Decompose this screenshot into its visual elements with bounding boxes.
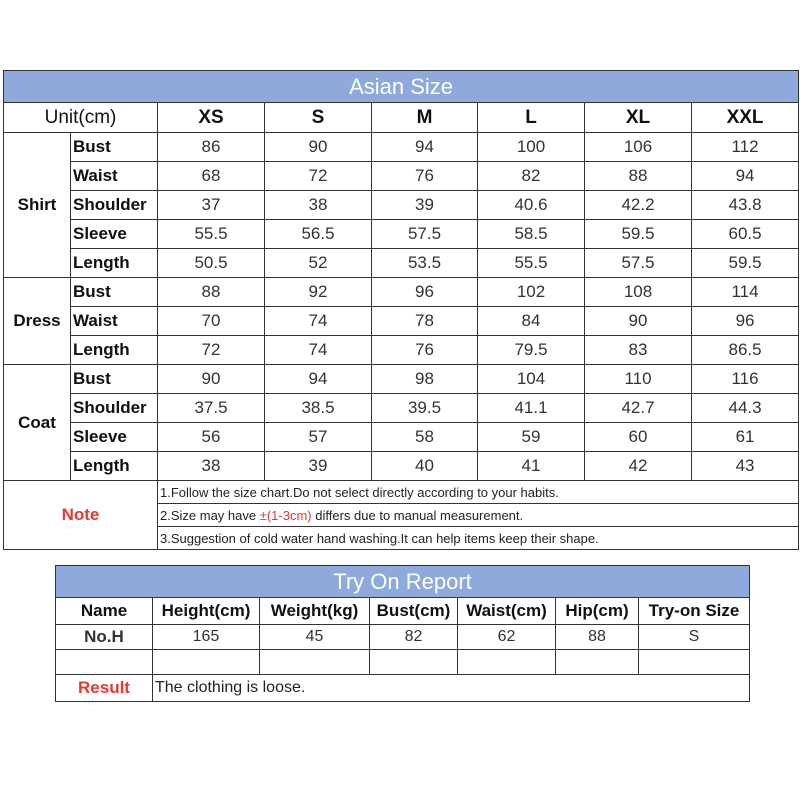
- try-on-report-table: [55, 565, 750, 702]
- measurement-label: Sleeve: [71, 220, 158, 249]
- size-value-cell: 57.5: [372, 220, 478, 249]
- size-header: L: [478, 103, 585, 133]
- size-value-cell: 74: [265, 336, 372, 365]
- size-row: [4, 307, 799, 336]
- size-value-cell: 82: [478, 162, 585, 191]
- size-value-cell: 90: [585, 307, 692, 336]
- size-value-cell: 44.3: [692, 394, 799, 423]
- size-value-cell: 79.5: [478, 336, 585, 365]
- try-on-value: 88: [556, 625, 639, 650]
- unit-label: Unit(cm): [4, 103, 158, 133]
- size-value-cell: 90: [265, 133, 372, 162]
- size-value-cell: 59.5: [692, 249, 799, 278]
- try-on-header: Weight(kg): [260, 598, 370, 625]
- size-value-cell: 104: [478, 365, 585, 394]
- size-value-cell: 110: [585, 365, 692, 394]
- size-value-cell: 60.5: [692, 220, 799, 249]
- try-on-value: S: [639, 625, 750, 650]
- size-value-cell: 42: [585, 452, 692, 481]
- size-value-cell: 55.5: [158, 220, 265, 249]
- try-on-header: Bust(cm): [370, 598, 458, 625]
- size-value-cell: 98: [372, 365, 478, 394]
- size-value-cell: 94: [692, 162, 799, 191]
- size-value-cell: 88: [158, 278, 265, 307]
- size-value-cell: 37: [158, 191, 265, 220]
- note-line-2-suffix: differs due to manual measurement.: [311, 507, 524, 523]
- note-line-2-prefix: 2.Size may have: [160, 507, 260, 523]
- size-row: [4, 278, 799, 307]
- size-value-cell: 86: [158, 133, 265, 162]
- size-row: [4, 220, 799, 249]
- size-value-cell: 53.5: [372, 249, 478, 278]
- size-value-cell: 60: [585, 423, 692, 452]
- size-value-cell: 90: [158, 365, 265, 394]
- size-value-cell: 84: [478, 307, 585, 336]
- size-row: [4, 191, 799, 220]
- try-on-header: Try-on Size: [639, 598, 750, 625]
- size-value-cell: 50.5: [158, 249, 265, 278]
- size-value-cell: 39: [372, 191, 478, 220]
- size-chart-table: [3, 70, 799, 550]
- size-value-cell: 40.6: [478, 191, 585, 220]
- size-value-cell: 76: [372, 162, 478, 191]
- empty-cell: [458, 650, 556, 675]
- size-row: [4, 394, 799, 423]
- measurement-label: Shoulder: [71, 191, 158, 220]
- empty-cell: [260, 650, 370, 675]
- measurement-label: Bust: [71, 278, 158, 307]
- try-on-header: Height(cm): [153, 598, 260, 625]
- size-value-cell: 68: [158, 162, 265, 191]
- try-on-value: 62: [458, 625, 556, 650]
- measurement-label: Sleeve: [71, 423, 158, 452]
- size-value-cell: 57: [265, 423, 372, 452]
- empty-cell: [56, 650, 153, 675]
- try-on-value: 165: [153, 625, 260, 650]
- size-value-cell: 96: [692, 307, 799, 336]
- size-value-cell: 59.5: [585, 220, 692, 249]
- size-value-cell: 59: [478, 423, 585, 452]
- size-value-cell: 40: [372, 452, 478, 481]
- size-value-cell: 38: [158, 452, 265, 481]
- size-value-cell: 116: [692, 365, 799, 394]
- size-value-cell: 41: [478, 452, 585, 481]
- measurement-label: Length: [71, 336, 158, 365]
- measurement-label: Bust: [71, 365, 158, 394]
- size-row: [4, 249, 799, 278]
- size-value-cell: 94: [265, 365, 372, 394]
- note-label: Note: [4, 481, 158, 550]
- measurement-label: Shoulder: [71, 394, 158, 423]
- size-header: XXL: [692, 103, 799, 133]
- try-on-value: 82: [370, 625, 458, 650]
- size-value-cell: 56.5: [265, 220, 372, 249]
- result-text: The clothing is loose.: [153, 675, 750, 702]
- size-value-cell: 52: [265, 249, 372, 278]
- try-on-title: Try On Report: [56, 566, 750, 598]
- note-tolerance-highlight: ±(1-3cm): [259, 507, 312, 523]
- size-value-cell: 108: [585, 278, 692, 307]
- empty-cell: [556, 650, 639, 675]
- size-value-cell: 56: [158, 423, 265, 452]
- size-value-cell: 86.5: [692, 336, 799, 365]
- size-value-cell: 94: [372, 133, 478, 162]
- note-line-2: [158, 504, 799, 527]
- note-line-3: 3.Suggestion of cold water hand washing.It can help items keep their shape.: [158, 527, 799, 550]
- size-value-cell: 102: [478, 278, 585, 307]
- note-line-1: 1.Follow the size chart.Do not select directly according to your habits.: [158, 481, 799, 504]
- size-value-cell: 57.5: [585, 249, 692, 278]
- category-label: Dress: [4, 278, 71, 365]
- empty-cell: [153, 650, 260, 675]
- size-value-cell: 58: [372, 423, 478, 452]
- empty-cell: [639, 650, 750, 675]
- size-value-cell: 39: [265, 452, 372, 481]
- size-value-cell: 39.5: [372, 394, 478, 423]
- size-value-cell: 61: [692, 423, 799, 452]
- size-row: [4, 365, 799, 394]
- size-row: [4, 133, 799, 162]
- size-value-cell: 72: [158, 336, 265, 365]
- size-value-cell: 43: [692, 452, 799, 481]
- try-on-header: Name: [56, 598, 153, 625]
- measurement-label: Bust: [71, 133, 158, 162]
- try-on-value: 45: [260, 625, 370, 650]
- size-header: S: [265, 103, 372, 133]
- measurement-label: Waist: [71, 307, 158, 336]
- size-header: XS: [158, 103, 265, 133]
- size-value-cell: 58.5: [478, 220, 585, 249]
- empty-cell: [370, 650, 458, 675]
- size-value-cell: 114: [692, 278, 799, 307]
- size-value-cell: 37.5: [158, 394, 265, 423]
- size-row: [4, 336, 799, 365]
- size-value-cell: 92: [265, 278, 372, 307]
- size-value-cell: 41.1: [478, 394, 585, 423]
- size-value-cell: 38.5: [265, 394, 372, 423]
- size-value-cell: 76: [372, 336, 478, 365]
- size-value-cell: 43.8: [692, 191, 799, 220]
- size-header: M: [372, 103, 478, 133]
- size-chart-title: Asian Size: [4, 71, 799, 103]
- size-row: [4, 423, 799, 452]
- size-value-cell: 100: [478, 133, 585, 162]
- category-label: Shirt: [4, 133, 71, 278]
- size-row: [4, 162, 799, 191]
- size-value-cell: 106: [585, 133, 692, 162]
- measurement-label: Waist: [71, 162, 158, 191]
- size-value-cell: 72: [265, 162, 372, 191]
- size-value-cell: 96: [372, 278, 478, 307]
- size-value-cell: 70: [158, 307, 265, 336]
- result-label: Result: [56, 675, 153, 702]
- size-value-cell: 38: [265, 191, 372, 220]
- size-value-cell: 42.2: [585, 191, 692, 220]
- size-value-cell: 74: [265, 307, 372, 336]
- size-value-cell: 88: [585, 162, 692, 191]
- size-row: [4, 452, 799, 481]
- size-value-cell: 55.5: [478, 249, 585, 278]
- try-on-header: Hip(cm): [556, 598, 639, 625]
- size-value-cell: 42.7: [585, 394, 692, 423]
- try-on-name: No.H: [56, 625, 153, 650]
- size-value-cell: 83: [585, 336, 692, 365]
- category-label: Coat: [4, 365, 71, 481]
- measurement-label: Length: [71, 249, 158, 278]
- size-header: XL: [585, 103, 692, 133]
- size-value-cell: 78: [372, 307, 478, 336]
- size-value-cell: 112: [692, 133, 799, 162]
- measurement-label: Length: [71, 452, 158, 481]
- try-on-header: Waist(cm): [458, 598, 556, 625]
